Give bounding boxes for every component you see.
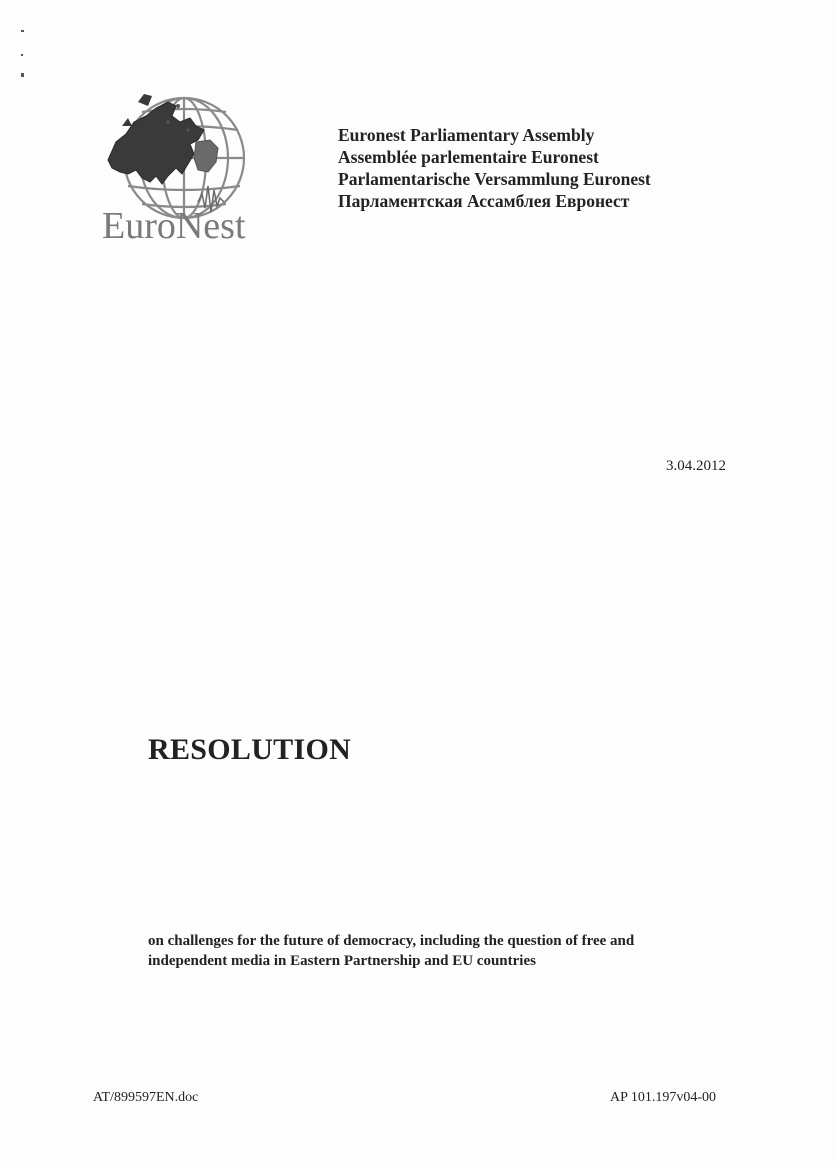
doc-reference: AT/899597EN.doc xyxy=(93,1090,199,1105)
scan-mark xyxy=(21,54,23,56)
assembly-names xyxy=(338,124,651,212)
assembly-name-ru: Парламентская Ассамблея Евронест xyxy=(338,191,630,211)
assembly-name-de: Parlamentarische Versammlung Euronest xyxy=(338,169,651,189)
assembly-name-en: Euronest Parliamentary Assembly xyxy=(338,125,595,145)
subtitle-line: independent media in Eastern Partnership and EU countries xyxy=(148,953,536,969)
ap-number: AP 101.197v04-00 xyxy=(610,1090,717,1105)
document-subtitle xyxy=(148,931,728,971)
scan-mark xyxy=(21,30,24,32)
document-date: 3.04.2012 xyxy=(666,458,726,474)
document-title: RESOLUTION xyxy=(148,733,352,766)
scan-mark xyxy=(21,73,24,77)
logo-wordmark: EuroNest xyxy=(102,205,246,247)
subtitle-line: on challenges for the future of democracy, including the question of free and xyxy=(148,933,635,949)
assembly-name-fr: Assemblée parlementaire Euronest xyxy=(338,147,599,167)
